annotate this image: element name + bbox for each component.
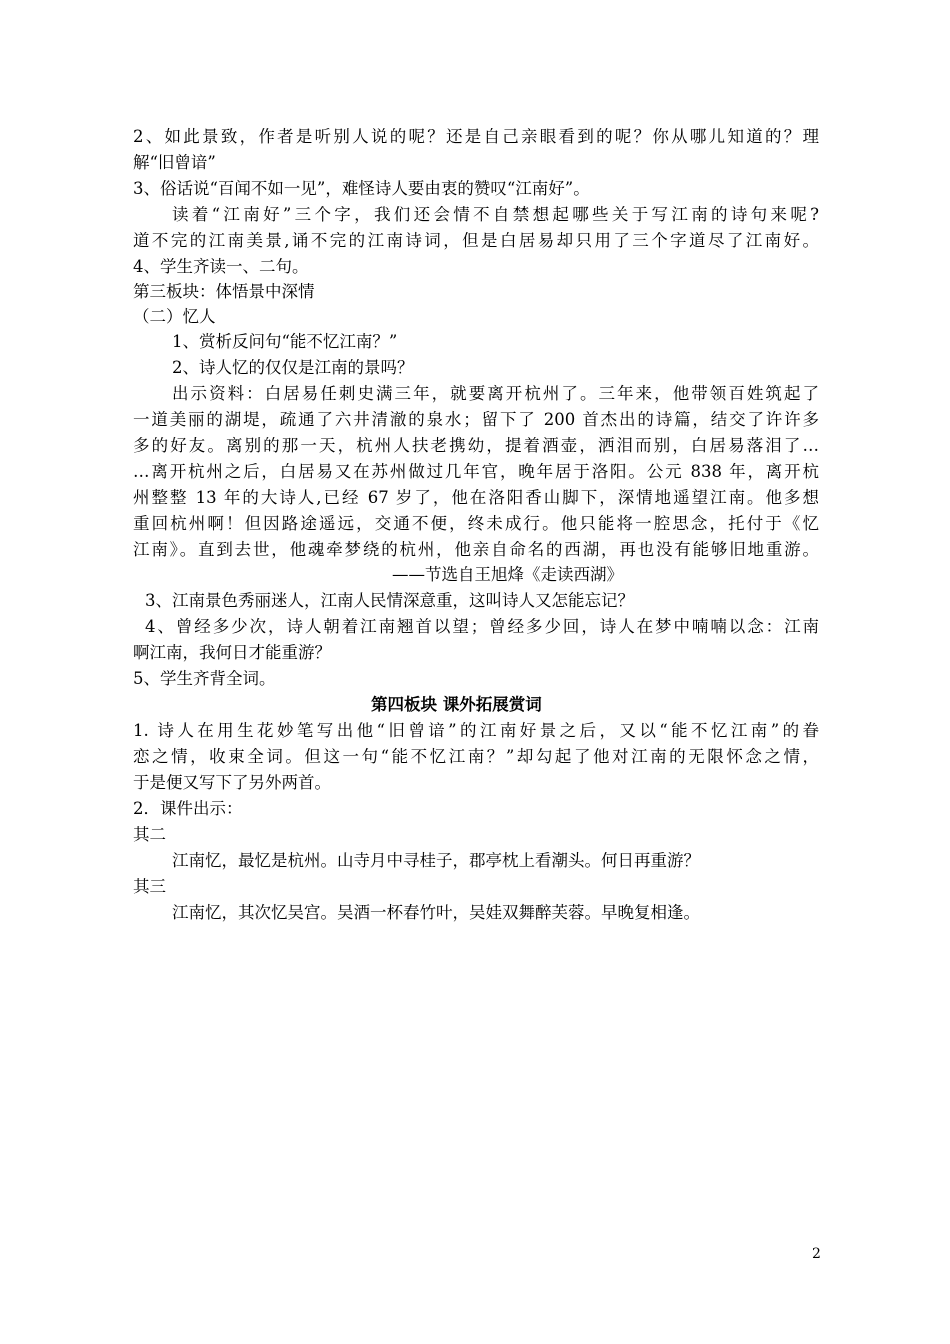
subsection-heading: （二）忆人 bbox=[133, 307, 216, 326]
text-line: 重回杭州啊！但因路途遥远，交通不便，终未成行。他只能将一腔思念，托付于《忆 bbox=[133, 514, 819, 533]
text-line: …离开杭州之后，白居易又在苏州做过几年官，晚年居于洛阳。公元 838 年，离开杭 bbox=[133, 462, 819, 481]
section-heading: 第四板块 课外拓展赏词 bbox=[371, 695, 542, 714]
text-line: 一道美丽的湖堤，疏通了六井清澈的泉水；留下了 200 首杰出的诗篇，结交了许许多 bbox=[133, 410, 819, 429]
text-line: 解“旧曾谙” bbox=[133, 153, 216, 172]
text-line: 2、诗人忆的仅仅是江南的景吗？ bbox=[172, 358, 414, 377]
poem-label: 其二 bbox=[133, 825, 166, 844]
text-line: 4、曾经多少次，诗人朝着江南翘首以望；曾经多少回，诗人在梦中喃喃以念：江南 bbox=[145, 617, 819, 636]
text-line: 州整整 13 年的大诗人,已经 67 岁了，他在洛阳香山脚下，深情地遥望江南。他多想 bbox=[133, 488, 819, 507]
text-line: 多的好友。离别的那一天，杭州人扶老携幼，提着酒壶，洒泪而别，白居易落泪了… bbox=[133, 436, 819, 455]
poem-label: 其三 bbox=[133, 877, 166, 896]
source-citation: ——节选自王旭烽《走读西湖》 bbox=[392, 565, 623, 584]
text-line: 1、赏析反问句“能不忆江南？” bbox=[172, 332, 398, 351]
text-line: 江南》。直到去世，他魂牵梦绕的杭州，他亲自命名的西湖，再也没有能够旧地重游。 bbox=[133, 540, 819, 559]
text-line: 4、学生齐读一、二句。 bbox=[133, 257, 309, 276]
text-line: 3、江南景色秀丽迷人，江南人民情深意重，这叫诗人又怎能忘记？ bbox=[145, 591, 634, 610]
text-line: 3、俗话说“百闻不如一见”，难怪诗人要由衷的赞叹“江南好”。 bbox=[133, 179, 590, 198]
text-line: 于是便又写下了另外两首。 bbox=[133, 773, 331, 792]
text-line: 啊江南，我何日才能重游？ bbox=[133, 643, 331, 662]
text-line: 出示资料：白居易任刺史满三年，就要离开杭州了。三年来，他带领百姓筑起了 bbox=[172, 384, 819, 403]
text-line: 恋之情，收束全词。但这一句“能不忆江南？”却勾起了他对江南的无限怀念之情， bbox=[133, 747, 819, 766]
text-line: 读着“江南好”三个字，我们还会情不自禁想起哪些关于写江南的诗句来呢? bbox=[172, 205, 819, 224]
page-number: 2 bbox=[812, 1246, 821, 1262]
section-heading: 第三板块：体悟景中深情 bbox=[133, 282, 315, 301]
text-line: 5、学生齐背全词。 bbox=[133, 669, 276, 688]
text-line: 2．课件出示： bbox=[133, 799, 243, 818]
text-line: 1. 诗人在用生花妙笔写出他“旧曾谙”的江南好景之后，又以“能不忆江南”的眷 bbox=[133, 721, 819, 740]
poem-text: 江南忆，其次忆吴宫。吴酒一杯春竹叶，吴娃双舞醉芙蓉。早晚复相逢。 bbox=[172, 903, 700, 922]
text-line: 2、如此景致，作者是听别人说的呢？还是自己亲眼看到的呢？你从哪儿知道的？理 bbox=[133, 127, 819, 146]
poem-text: 江南忆，最忆是杭州。山寺月中寻桂子，郡亭枕上看潮头。何日再重游？ bbox=[172, 851, 700, 870]
text-line: 道不完的江南美景,诵不完的江南诗词，但是白居易却只用了三个字道尽了江南好。 bbox=[133, 231, 819, 250]
